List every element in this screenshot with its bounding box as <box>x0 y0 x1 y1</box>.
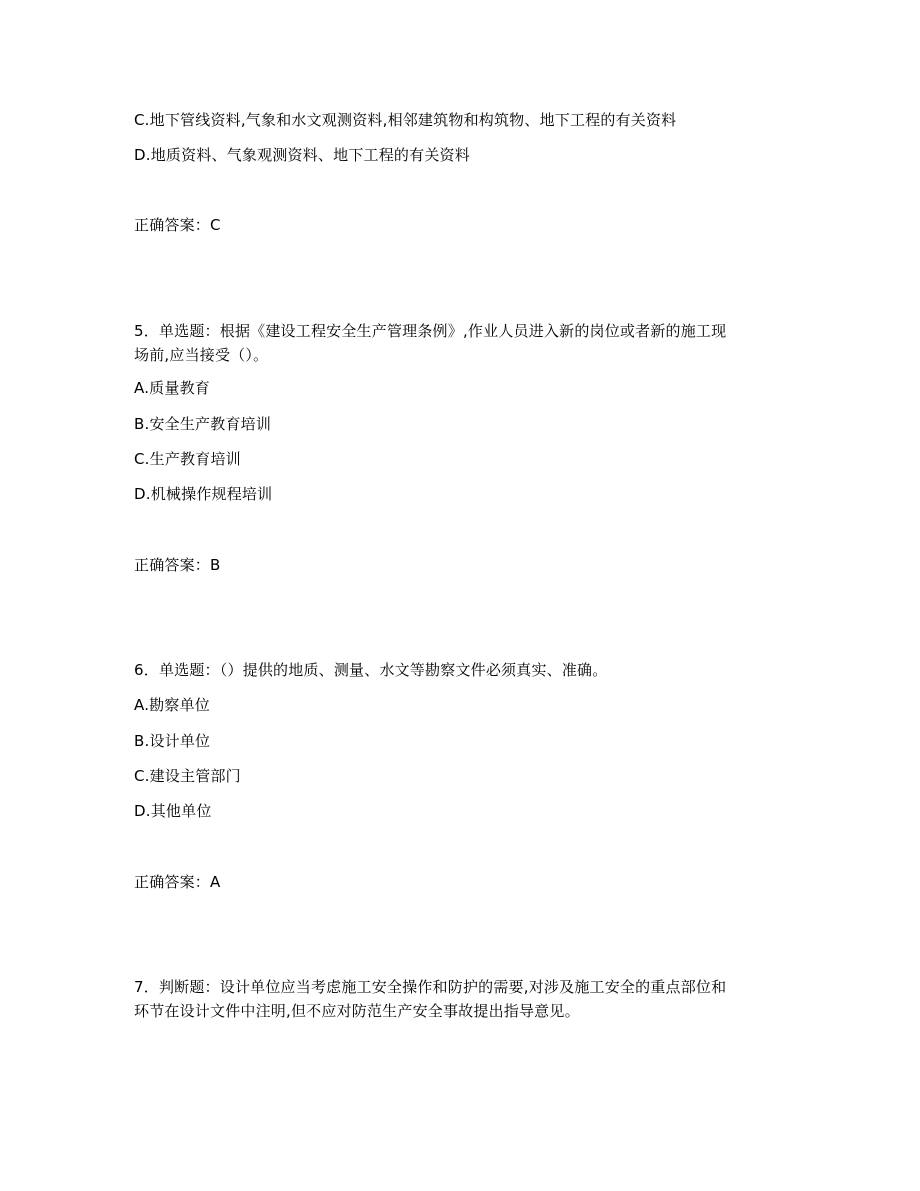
option-b: B.设计单位 <box>134 732 211 750</box>
option-c: C.地下管线资料,气象和水文观测资料,相邻建筑物和构筑物、地下工程的有关资料 <box>134 111 677 129</box>
answer-line: 正确答案：C <box>134 216 221 234</box>
question-7-stem: 7．判断题：设计单位应当考虑施工安全操作和防护的需要,对涉及施工安全的重点部位和 <box>134 978 727 996</box>
answer-line: 正确答案：B <box>134 556 221 574</box>
option-c: C.建设主管部门 <box>134 767 241 785</box>
option-b: B.安全生产教育培训 <box>134 415 272 433</box>
option-c: C.生产教育培训 <box>134 450 241 468</box>
option-d: D.机械操作规程培训 <box>134 485 273 503</box>
option-d: D.地质资料、气象观测资料、地下工程的有关资料 <box>134 146 470 164</box>
option-d: D.其他单位 <box>134 802 212 820</box>
question-5-stem: 5．单选题：根据《建设工程安全生产管理条例》,作业人员进入新的岗位或者新的施工现 <box>134 322 727 340</box>
question-7-stem-cont: 环节在设计文件中注明,但不应对防范生产安全事故提出指导意见。 <box>134 1002 580 1020</box>
question-5-stem-cont: 场前,应当接受（）。 <box>134 346 269 364</box>
option-a: A.勘察单位 <box>134 696 210 714</box>
option-a: A.质量教育 <box>134 379 210 397</box>
answer-line: 正确答案：A <box>134 873 221 891</box>
question-6-stem: 6．单选题：（）提供的地质、测量、水文等勘察文件必须真实、准确。 <box>134 661 608 679</box>
